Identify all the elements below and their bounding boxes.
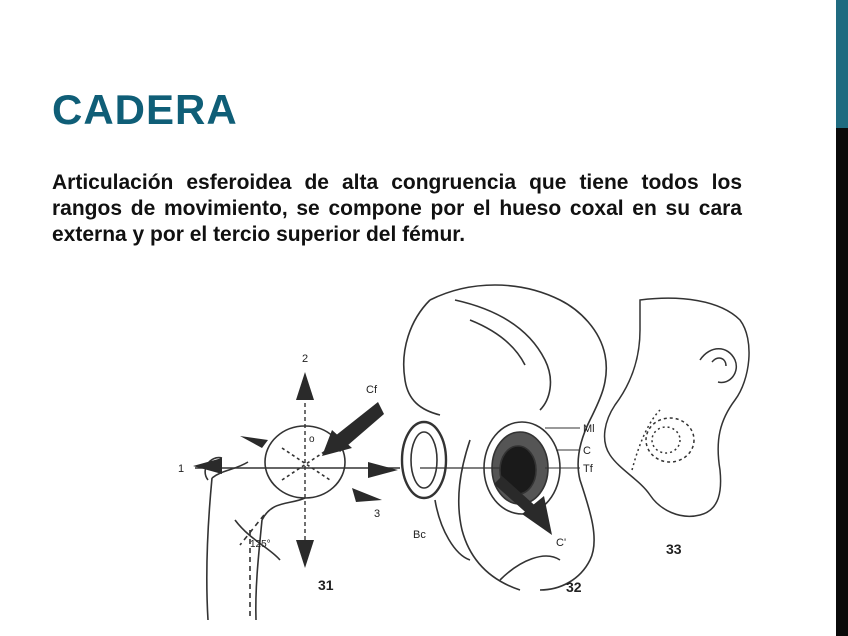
slide-body-text: Articulación esferoidea de alta congruencia que tiene todos los rangos de movimiento, se compone por el hueso coxal en su cara externa y por el tercio superior del fémur. (52, 171, 742, 246)
label-axis-3: 3 (374, 508, 381, 520)
label-c: C (583, 445, 591, 457)
figure-31-arrows (193, 372, 398, 568)
figure-32-coxal (402, 285, 606, 590)
label-axis-1: 1 (178, 463, 185, 475)
label-fig-33: 33 (666, 541, 682, 557)
label-c-prime: C' (556, 537, 567, 549)
label-axis-2: 2 (302, 353, 309, 365)
slide-title: CADERA (52, 86, 238, 133)
label-ml: Ml (583, 423, 595, 435)
label-cf: Cf (366, 384, 377, 396)
figure-33-pelvis (605, 298, 750, 516)
figure-labels (178, 353, 682, 595)
label-fig-32: 32 (566, 579, 582, 595)
label-bc: Bc (413, 529, 426, 541)
label-angle: 125° (250, 539, 271, 550)
label-o: o (309, 434, 315, 445)
label-fig-31: 31 (318, 577, 334, 593)
label-tf: Tf (583, 463, 593, 475)
